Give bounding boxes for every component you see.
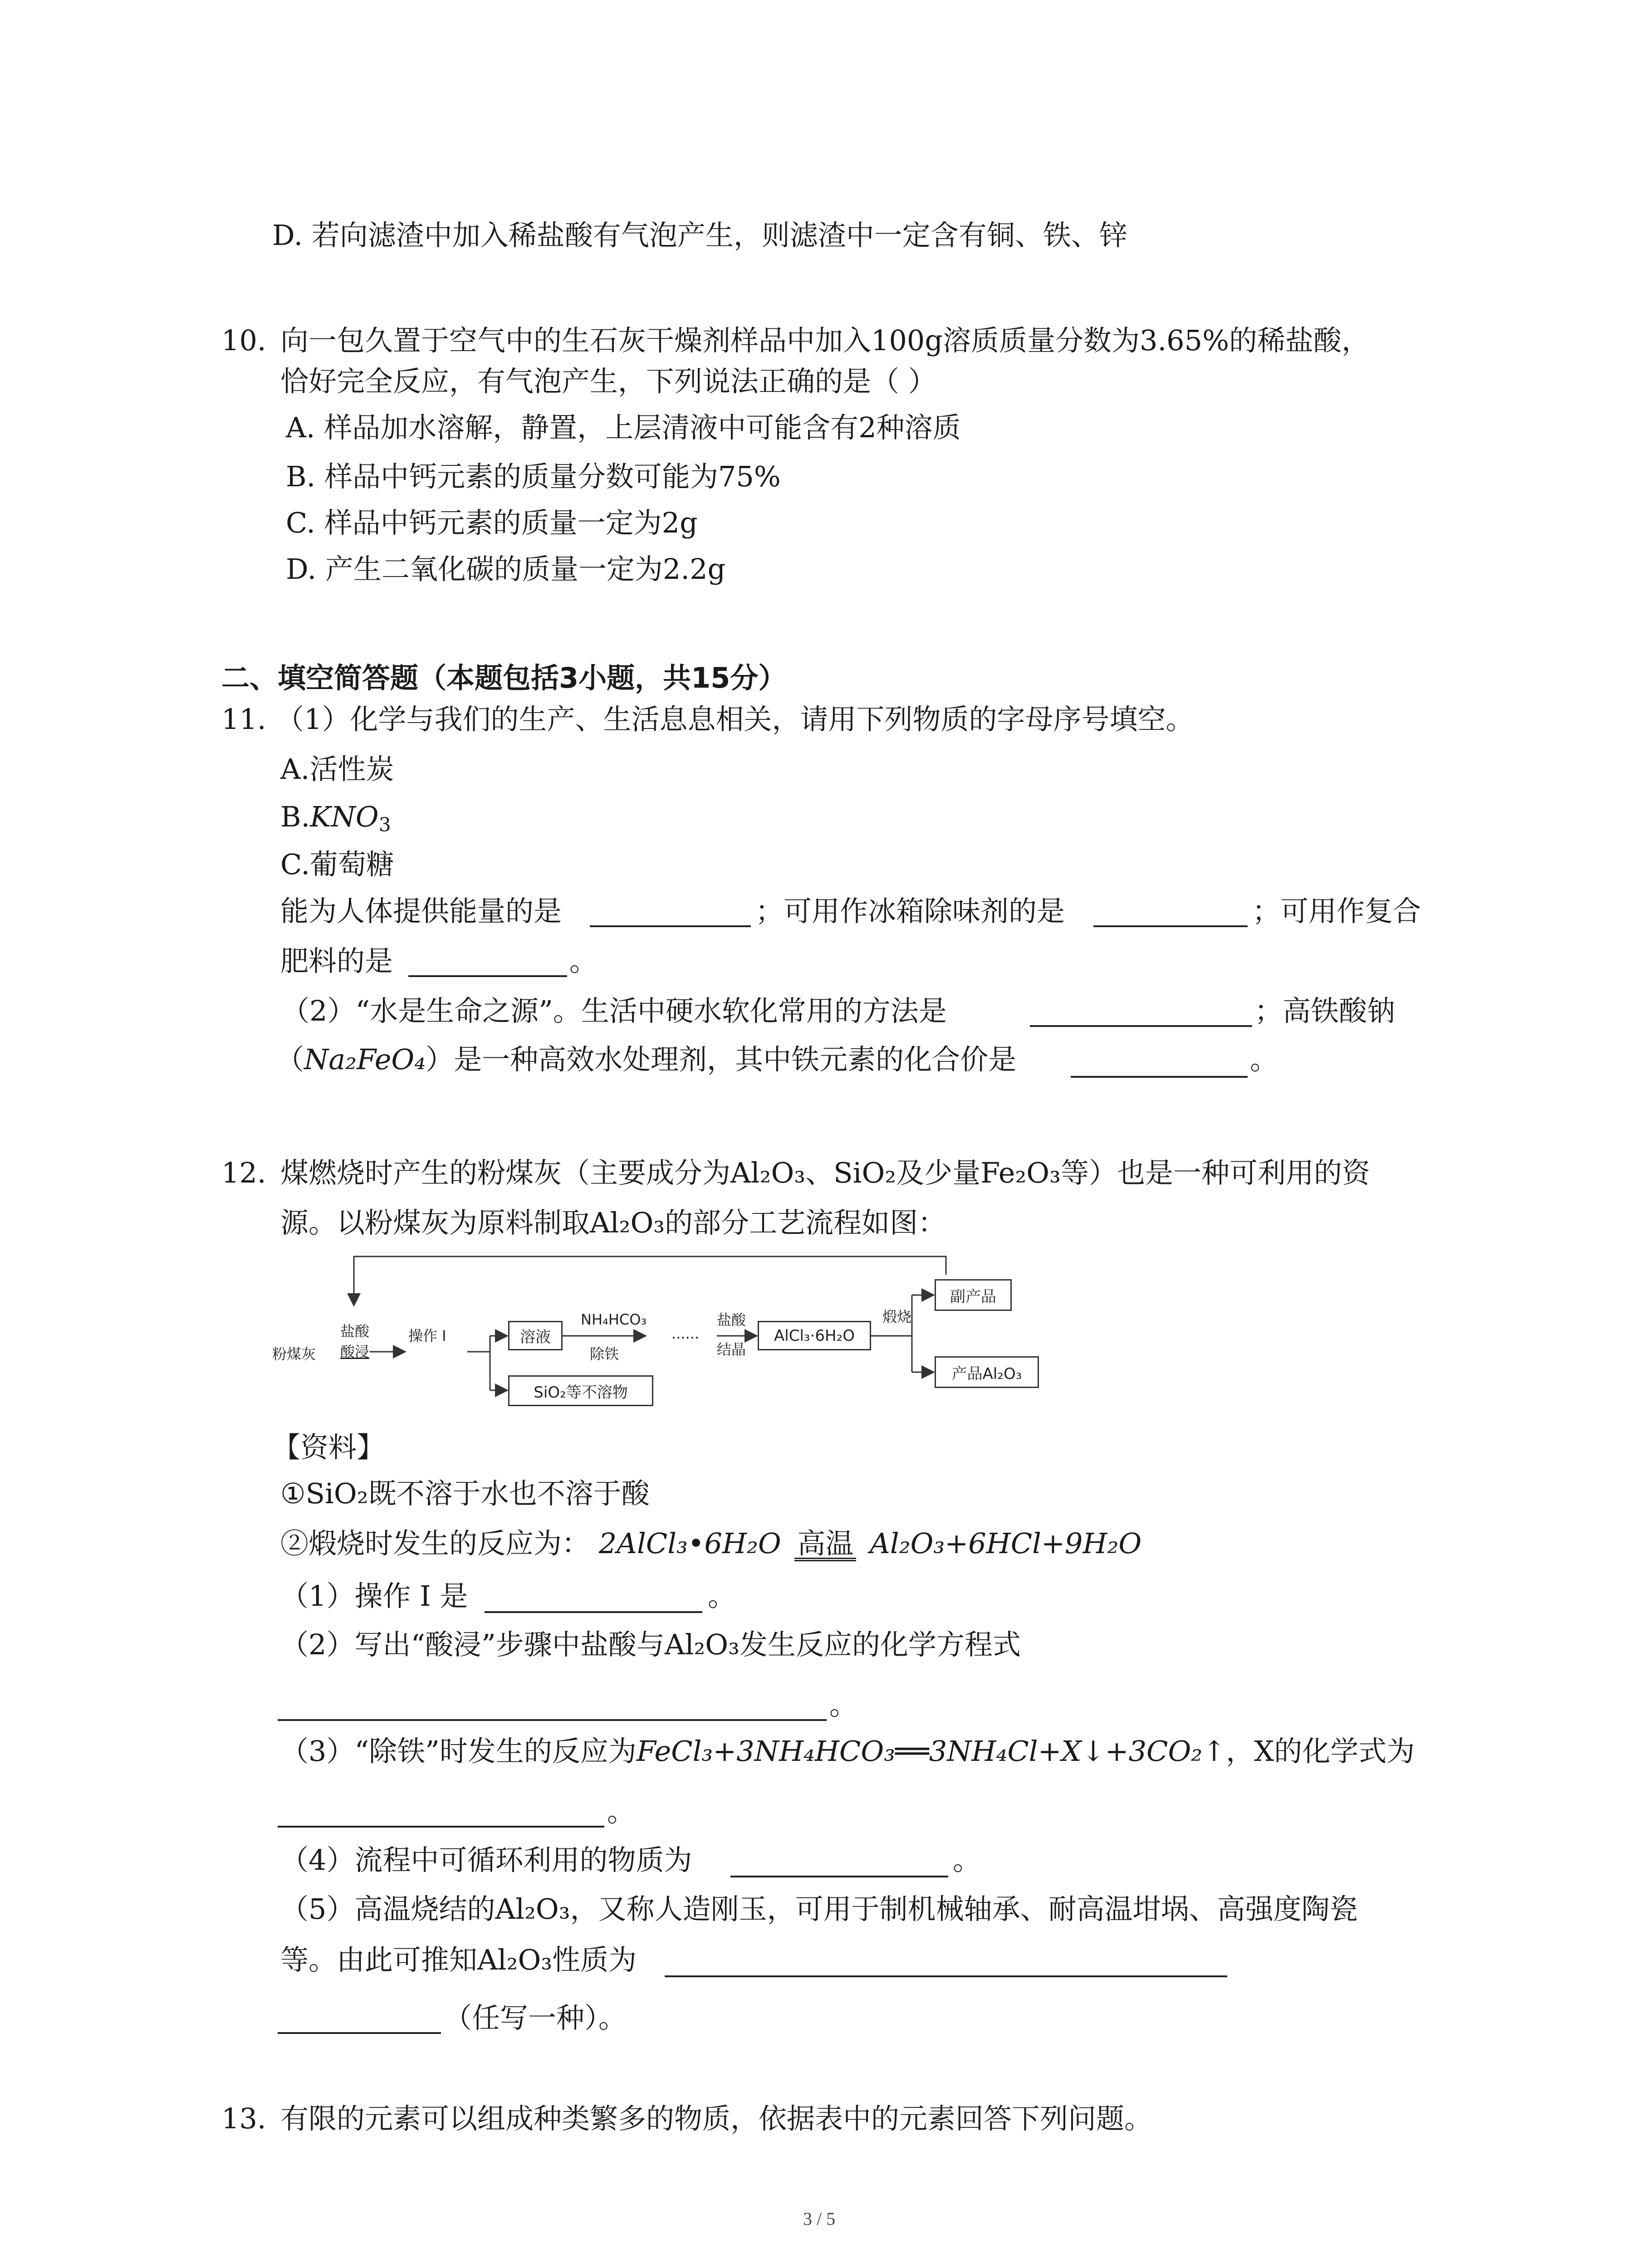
flow-crys-label: 结晶	[717, 1341, 746, 1358]
q12-part5-line3-end: （任写一种）。	[444, 2001, 627, 2034]
flow-operation1-label: 操作 I	[408, 1327, 446, 1344]
q12-blank-x-formula[interactable]	[278, 1826, 604, 1828]
q13-stem: 有限的元素可以组成种类繁多的物质，依据表中的元素回答下列问题。	[280, 2102, 1153, 2135]
q11-part1-intro: （1）化学与我们的生产、生活息息相关，请用下列物质的字母序号填空。	[276, 703, 1194, 736]
q11-blank-fertilizer[interactable]	[408, 975, 567, 977]
q11-number: 11.	[221, 703, 266, 736]
flow-dots: ······	[671, 1329, 700, 1346]
q11-part2-line1: （2）“水是生命之源”。生活中硬水软化常用的方法是	[281, 994, 947, 1027]
q10-stem-line2: 恰好完全反应，有气泡产生，下列说法正确的是（ ）	[280, 365, 936, 398]
q9-option-d: D. 若向滤渣中加入稀盐酸有气泡产生，则滤渣中一定含有铜、铁、锌	[272, 219, 1127, 252]
q12-stem-line2: 源。以粉煤灰为原料制取Al₂O₃的部分工艺流程如图：	[280, 1206, 946, 1239]
q12-part5-line2: 等。由此可推知Al₂O₃性质为	[280, 1943, 637, 1976]
q12-info1: ①SiO₂既不溶于水也不溶于酸	[280, 1477, 650, 1510]
q11-blank-valence[interactable]	[1071, 1076, 1248, 1078]
flow-insoluble-box: SiO₂等不溶物	[508, 1375, 653, 1406]
section2-title: 二、填空简答题（本题包括3小题，共15分）	[221, 661, 787, 694]
q12-part1: （1）操作 I 是	[280, 1579, 468, 1613]
q12-info2-condition: 高温	[794, 1530, 856, 1561]
flow-connectors	[272, 1252, 1043, 1433]
flow-leach-label: 酸浸	[340, 1343, 370, 1360]
q10-option-d: D. 产生二氧化碳的质量一定为2.2g	[286, 552, 726, 586]
q10-stem-line1: 向一包久置于空气中的生石灰干燥剂样品中加入100g溶质质量分数为3.65%的稀盐酸，	[280, 324, 1370, 357]
process-flow-diagram	[272, 1252, 1043, 1433]
page-number: 3 / 5	[803, 2209, 836, 2229]
q11-blank-deodorant[interactable]	[1093, 925, 1248, 927]
q12-blank-recycle[interactable]	[730, 1876, 948, 1877]
q10-number: 10.	[221, 324, 266, 357]
q12-part3-end: 。	[607, 1795, 636, 1828]
q11-part2-line1-end: ；高铁酸钠	[1254, 994, 1396, 1027]
q12-number: 12.	[221, 1156, 266, 1189]
flow-byproduct-box: 副产品	[935, 1279, 1012, 1311]
q11-blank-energy[interactable]	[590, 925, 751, 927]
q12-part3: （3）“除铁”时发生的反应为FeCl₃+3NH₄HCO₃══3NH₄Cl+X↓+3CO₂↑，X的化学式为	[280, 1735, 1415, 1768]
q10-option-c: C. 样品中钙元素的质量一定为2g	[286, 506, 698, 539]
q12-blank-property-line1[interactable]	[665, 1975, 1227, 1977]
q12-part1-end: 。	[708, 1579, 736, 1613]
q10-option-b: B. 样品中钙元素的质量分数可能为75%	[286, 460, 781, 493]
q12-part4-end: 。	[953, 1843, 981, 1877]
q12-part2: （2）写出“酸浸”步骤中盐酸与Al₂O₃发生反应的化学方程式	[280, 1628, 1021, 1661]
flow-product-box: 产品Al₂O₃	[935, 1356, 1039, 1388]
q13-number: 13.	[221, 2102, 266, 2135]
flow-acid-label: 盐酸	[340, 1323, 370, 1340]
flow-crys-acid-label: 盐酸	[717, 1311, 746, 1329]
q11-part2-line2: （Na₂FeO₄）是一种高效水处理剂，其中铁元素的化合价是	[276, 1043, 1017, 1076]
q12-blank-property-line2[interactable]	[278, 2032, 441, 2034]
q11-blank-soften[interactable]	[1030, 1025, 1252, 1027]
q11-line1-c: ；可用作复合	[1252, 894, 1421, 928]
flow-hydrate-box: AlCl₃·6H₂O	[758, 1321, 871, 1350]
q12-part4: （4）流程中可循环利用的物质为	[280, 1843, 692, 1877]
flow-solution-box: 溶液	[508, 1321, 563, 1350]
q12-blank-operation[interactable]	[485, 1611, 702, 1613]
q11-line2-a: 肥料的是	[280, 944, 393, 978]
q12-blank-equation[interactable]	[278, 1719, 827, 1721]
q12-part5-line1: （5）高温烧结的Al₂O₃，又称人造刚玉，可用于制机械轴承、耐高温坩埚、高强度陶瓷	[280, 1892, 1358, 1926]
q12-info2: ②煅烧时发生的反应为： 2AlCl₃•6H₂O 高温 Al₂O₃+6HCl+9H₂O	[280, 1530, 1141, 1561]
flow-start-label: 粉煤灰	[272, 1345, 316, 1363]
q11-choice-b: $B.KNO_3$	[280, 800, 391, 836]
q12-part2-end: 。	[829, 1688, 858, 1721]
q10-option-a: A. 样品加水溶解，静置，上层清液中可能含有2种溶质	[286, 411, 961, 444]
q11-line1-b: ；可用作冰箱除味剂的是	[755, 894, 1065, 928]
q11-part2-line2-end: 。	[1250, 1043, 1279, 1076]
q12-stem-line1: 煤燃烧时产生的粉煤灰（主要成分为Al₂O₃、SiO₂及少量Fe₂O₃等）也是一种可利用的资	[280, 1156, 1370, 1189]
flow-reagent-label: NH₄HCO₃	[581, 1311, 647, 1328]
flow-calcine-label: 煅烧	[882, 1308, 912, 1325]
q11-line2-end: 。	[569, 944, 598, 978]
q11-choice-c: C.葡萄糖	[280, 848, 394, 881]
q12-info-title: 【资料】	[272, 1431, 385, 1464]
flow-remove-fe-label: 除铁	[590, 1345, 619, 1363]
q11-choice-a: A.活性炭	[280, 753, 394, 786]
q11-line1-a: 能为人体提供能量的是	[280, 894, 562, 928]
